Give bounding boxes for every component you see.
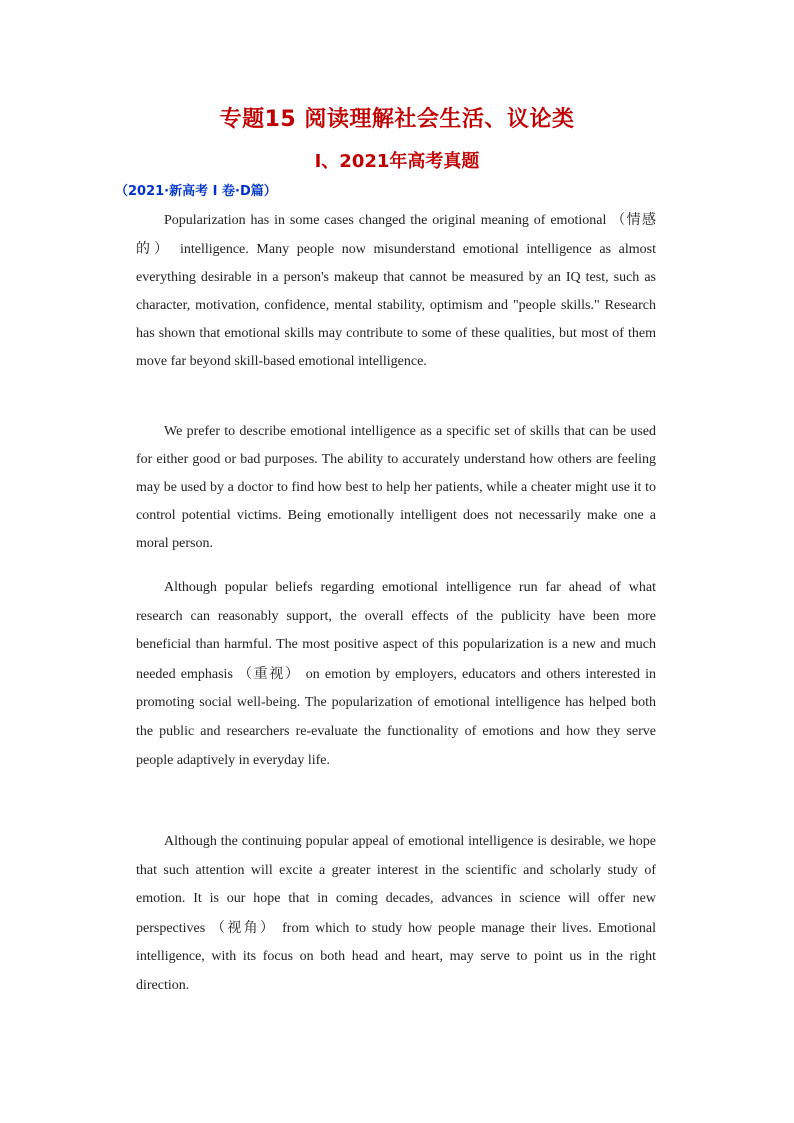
paragraph-4-part-b: from which to study how people manage their lives. Emotional intelligence, with its focus on both head and heart, may serve to point us in the right direction. (136, 920, 657, 993)
gloss-perspectives: （视角） (211, 919, 277, 936)
page-title: 专题15 阅读理解社会生活、议论类 (219, 107, 575, 132)
paragraph-3 (136, 574, 656, 775)
paragraph-3-part-b: on emotion by employers, educators and others interested in promoting social well-being. The popularization of emotional intelligence has helped both the public and researchers re-evaluate the functionality of emotions and how they serve people adaptively in everyday life. (136, 666, 657, 768)
section-subtitle: I、2021年高考真题 (314, 151, 480, 172)
paragraph-1 (136, 206, 656, 376)
paragraph-3-part-a: Although popular beliefs regarding emotional intelligence run far ahead of what research can reasonably support, the overall effects of the publicity have been more beneficial than harmful. The most positive aspect of this popularization is a new and much needed emphasis (136, 580, 656, 682)
paragraph-4-part-a: Although the continuing popular appeal of emotional intelligence is desirable, we hope that such attention will excite a greater interest in the scientific and scholarly study of emotion. It is our hope that in coming decades, advances in science will offer new perspectives (136, 834, 656, 936)
paragraph-2: We prefer to describe emotional intelligence as a specific set of skills that can be used for either good or bad purposes. The ability to accurately understand how others are feeling may be used by a doctor to find how best to help her patients, while a cheater might use it to control potential victims. Being emotionally intelligent does not necessarily make one a moral person. (136, 424, 656, 551)
paragraph-1-part-a: Popularization has in some cases changed the original meaning of emotional (164, 213, 607, 228)
gloss-emphasis: （重视） (238, 665, 301, 682)
gloss-emotional: （情感的） (136, 212, 657, 257)
source-label: （2021·新高考 I 卷·D篇） (115, 184, 277, 199)
paragraph-4 (136, 828, 656, 1001)
paragraph-1-part-b: intelligence. Many people now misunderstand emotional intelligence as almost everything desirable in a person's makeup that cannot be measured by an IQ test, such as character, motivation, confidence, mental stability, optimism and "people skills." Research has shown that emotional skills may contribute to some of these qualities, but most of them move far beyond skill-based emotional intelligence. (136, 242, 657, 369)
